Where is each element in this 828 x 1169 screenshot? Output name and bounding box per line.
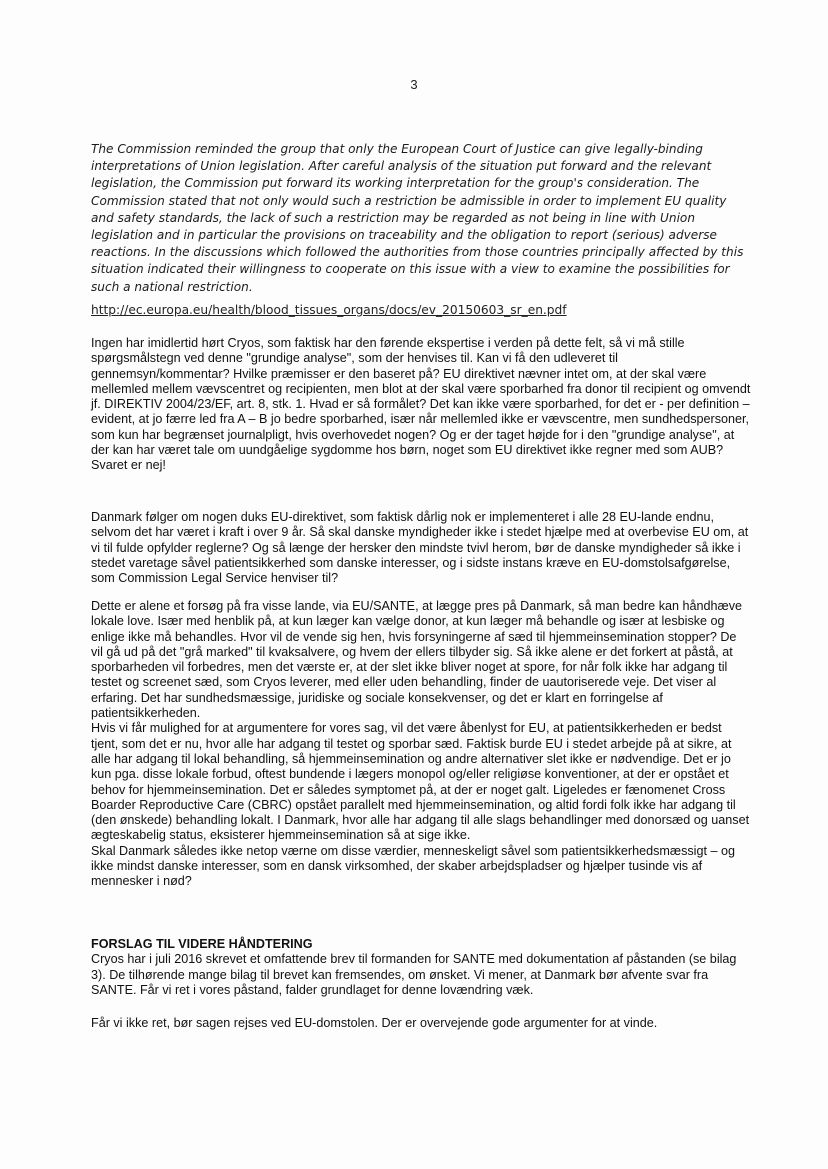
paragraph-court: Får vi ikke ret, bør sagen rejses ved EU-domstolen. Der er overvejende gode argumenter for at vinde. bbox=[91, 1016, 658, 1030]
section-body: Cryos har i juli 2016 skrevet et omfattende brev til formanden for SANTE med dokumentation af påstanden (se bilag 3). De tilhørende mange bilag til brevet kan fremsendes, om ønsket. Vi mener, at Danmark bør afvente svar fra SANTE. Får vi ret i vores påstand, falder grundlaget for denne lovændring væk. bbox=[91, 952, 737, 997]
paragraph-values: Skal Danmark således ikke netop værne om disse værdier, menneskeligt såvel som patientsikkerhedsmæssigt – og ikke mindst danske interesser, som en dansk virksomhed, der skaber arbejdspladser og hjælper tusinde vis af mennesker i nød? bbox=[91, 843, 735, 889]
paragraph-directive: Danmark følger om nogen duks EU-direktivet, som faktisk dårlig nok er implementeret i alle 28 EU-lande endnu, selvom det har været i kraft i over 9 år. Så skal danske myndigheder ikke i stedet hjælpe med at overbevise EU om, at vi til fulde opfylder reglerne? Og så længe der hersker den mindste tvivl herom, bør de danske myndigheder så ikke i stedet varetage såvel patientsikkerhed som danske interesser, og i sidste instans kræve en EU-domstolsafgørelse, som Commission Legal Service henviser til? bbox=[91, 510, 749, 586]
argument-block bbox=[91, 599, 751, 890]
section-heading: FORSLAG TIL VIDERE HÅNDTERING bbox=[91, 937, 313, 951]
page-number: 3 bbox=[410, 77, 418, 92]
proposal-section bbox=[91, 937, 751, 998]
paragraph-analysis: Ingen har imidlertid hørt Cryos, som faktisk har den førende ekspertise i verden på dette felt, så vi må stille spørgsmålstegn ved denne "grundige analyse", som der henvises til. Kan vi få den udleveret til gennemsyn/kommentar? Hvilke præmisser er den baseret på? EU direktivet nævner intet om, at der skal være mellemled mellem vævscentret og recipienten, men blot at der skal være sporbarhed fra donor til recipient og omvendt jf. DIREKTIV 2004/23/EF, art. 8, stk. 1. Hvad er så formålet? Det kan ikke være sporbarhed, for det er - per definition – evident, at jo færre led fra A – B jo bedre sporbarhed, især når mellemled ikke er vævscentre, men sundhedspersoner, som kun har begrænset journalpligt, hvis overhovedet nogen? Og er der taget højde for i den "grundige analyse", at der kan har været tale om uundgåelige sygdomme hos børn, noget som EU direktivet ikke regner med som AUB? Svaret er nej! bbox=[91, 336, 751, 473]
paragraph-pressure: Dette er alene et forsøg på fra visse lande, via EU/SANTE, at lægge pres på Danmark, så man bedre kan håndhæve lokale love. Især med henblik på, at kun læger kan vælge donor, at kun læger må behandle og især at lesbiske og enlige ikke må behandles. Hvor vil de vende sig hen, hvis forsyningerne af sæd til hjemmeinsemination stopper? De vil gå ud på det "grå marked" til kvaksalvere, og hvem der ellers tilbyder sig. Så ikke alene er det forkert at påstå, at sporbarheden vil forbedres, men det værste er, at der slet ikke bliver noget at spore, for når folk ikke har adgang til testet og screenet sæd, som Cryos leverer, med eller uden behandling, finder de uautoriserede veje. Det viser al erfaring. Det har sundhedsmæssige, juridiske og sociale konsekvenser, og det er klart en forringelse af patientsikkerheden. bbox=[91, 599, 743, 721]
source-link[interactable]: http://ec.europa.eu/health/blood_tissues_organs/docs/ev_20150603_sr_en.pdf bbox=[91, 303, 567, 317]
commission-quote: The Commission reminded the group that only the European Court of Justice can give legally-binding interpretations of Union legislation. After careful analysis of the situation put forward and the relevant legislation, the Commission put forward its working interpretation for the group's consideration. The Commission stated that not only would such a restriction be admissible in order to implement EU quality and safety standards, the lack of such a restriction may be regarded as not being in line with Union legislation and in particular the provisions on traceability and the obligation to report (serious) adverse reactions. In the discussions which followed the authorities from those countries principally affected by this situation indicated their willingness to cooperate on this issue with a view to examine the possibilities for such a national restriction. bbox=[91, 142, 744, 294]
paragraph-patient-safety: Hvis vi får mulighed for at argumentere for vores sag, vil det være åbenlyst for EU, at patientsikkerheden er bedst tjent, som det er nu, hvor alle har adgang til testet og sporbar sæd. Faktisk burde EU i stedet arbejde på at sikre, at alle har adgang til lokal behandling, så hjemmeinsemination og andre alternativer slet ikke er nødvendige. Det er jo kun pga. disse lokale forbud, oftest bundende i lægers monopol og/eller religiøse konventioner, at der er opstået et behov for hjemmeinsemination. Det er således symptomet på, at der er noget galt. Ligeledes er fænomenet Cross Boarder Reproductive Care (CBRC) opstået parallelt med hjemmeinsemination, og altid fordi folk ikke har adgang til (den ønskede) behandling lokalt. I Danmark, hvor alle har adgang til alle slags behandlinger med donorsæd og uanset ægteskabelig status, eksisterer hjemmeinsemination så at sige ikke. bbox=[91, 721, 750, 843]
